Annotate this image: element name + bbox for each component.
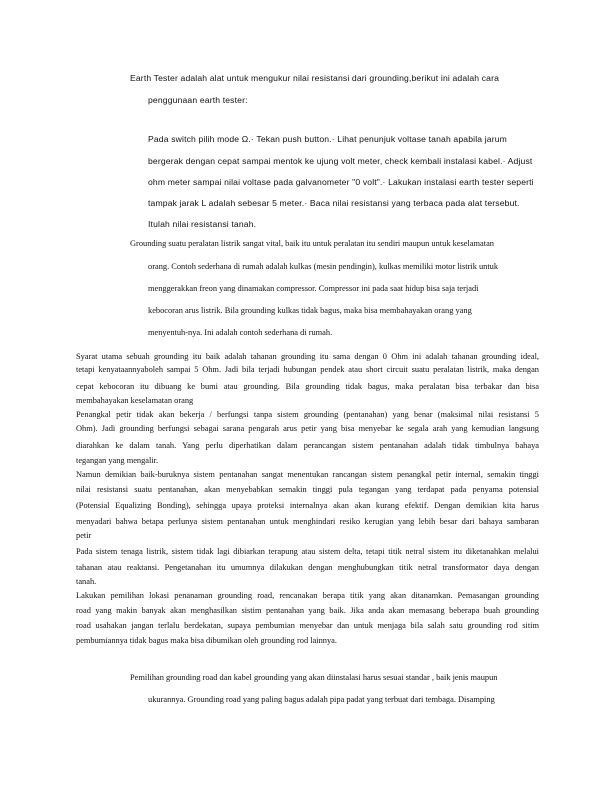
text-line: road usahakan jangan terlalu berdekatan, supaya pembumian menyebar dan untuk menjaga bila salah satu grounding rod sitim bbox=[76, 621, 539, 630]
text-line: Lakukan pemilihan lokasi penanaman grounding road, rencanakan berapa titik yang akan ditanamkan. Pemasangan grounding bbox=[76, 591, 539, 600]
text-line: kebocoran arus listrik. Bila grounding kulkas tidak bagus, maka bisa membahayakan orang yang bbox=[148, 306, 472, 315]
text-line: Earth Tester adalah alat untuk mengukur nilai resistansi dari grounding,berikut ini adalah cara bbox=[130, 73, 500, 83]
text-line: membahayakan keselamatan orang bbox=[76, 396, 194, 405]
text-line: Grounding suatu peralatan listrik sangat vital, baik itu untuk peralatan itu sendiri maupun untuk keselamatan bbox=[130, 239, 494, 248]
text-line: diarahkan ke dalam tanah. Yang perlu diperhatikan dalam perancangan sistem pentanahan adalah tidak timbulnya bahaya bbox=[76, 441, 539, 450]
text-line: Pada switch pilih mode Ω.· Tekan push button.· Lihat penunjuk voltase tanah apabila jarum bbox=[148, 134, 507, 144]
text-line: pembumiannya tidak bagus maka bisa dibumikan oleh grounding rod lainnya. bbox=[76, 636, 337, 645]
text-line: orang. Contoh sederhana di rumah adalah kulkas (mesin pendingin), kulkas memiliki motor listrik untuk bbox=[148, 262, 499, 271]
text-line: nilai resistansi suatu pentanahan, akan menyebabkan semakin tinggi pula tegangan yang terdapat pada penyama potensial bbox=[76, 485, 539, 494]
text-line: tahanan atau reaktansi. Pengetanahan itu umumnya dilakukan dengan menghubungkan titik netral transformator daya dengan bbox=[76, 563, 539, 572]
text-line: road yang makin banyak akan menghasilkan sistim pentanahan yang baik. Jika anda akan memasang beberapa buah grounding bbox=[76, 606, 539, 615]
text-line: menyentuh-nya. Ini adalah contoh sederhana di rumah. bbox=[148, 328, 333, 337]
text-line: tampak jarak L adalah sebesar 5 meter.· Baca nilai resistansi yang terbaca pada alat tersebut. bbox=[148, 198, 520, 208]
text-line: cepat kebocoran itu dibuang ke bumi atau grounding. Bila grounding tidak bagus, maka peralatan bisa terbakar dan bisa bbox=[76, 382, 539, 391]
text-line: ukurannya. Grounding road yang paling bagus adalah pipa padat yang terbuat dari tembaga. Disamping bbox=[148, 695, 495, 704]
text-line: Penangkal petir tidak akan bekerja / berfungsi tanpa sistem grounding (pentanahan) yang benar (maksimal nilai resistansi 5 bbox=[76, 410, 539, 419]
text-line: Namun demikian baik-buruknya sistem pentanahan sangat menentukan rancangan sistem penangkal petir internal, semakin tinggi bbox=[76, 470, 539, 479]
text-line: menyadari bahwa betapa perlunya sistem pentanahan untuk menghindari resiko kerugian yang lebih besar dari bahaya sambaran bbox=[76, 517, 539, 526]
text-line: Pemilihan grounding road dan kabel grounding yang akan diinstalasi harus sesuai standar , baik jenis maupun bbox=[130, 673, 498, 682]
text-line: Ohm). Jadi grounding berfungsi sebagai sarana pengarah arus petir yang bisa menyebar ke segala arah yang kemudian langsung bbox=[76, 424, 539, 433]
text-line: tetapi kenyataannyaboleh sampai 5 Ohm. Jadi bila terjadi hubungan pendek atau short circuit suatu peralatan listrik, maka dengan bbox=[76, 365, 539, 374]
text-line: menggerakkan freon yang dinamakan compressor. Compressor ini pada saat hidup bisa saja terjadi bbox=[148, 284, 479, 293]
text-line: ohm meter sampai nilai voltase pada galvanometer "0 volt".· Lakukan instalasi earth tester seperti bbox=[148, 177, 534, 187]
text-line: petir bbox=[76, 531, 92, 540]
text-line: tanah. bbox=[76, 577, 97, 586]
text-line: Pada sistem tenaga listrik, sistem tidak lagi dibiarkan terapung atau sistem delta, tetapi titik netral sistem itu diketanahkan melalui bbox=[76, 547, 539, 556]
text-line: bergerak dengan cepat sampai mentok ke ujung volt meter, check kembali instalasi kabel.· Adjust bbox=[148, 156, 533, 166]
text-line: penggunaan earth tester: bbox=[148, 95, 248, 105]
text-line: Itulah nilai resistansi tanah. bbox=[148, 219, 257, 229]
text-line: tegangan yang mengalir. bbox=[76, 456, 159, 465]
text-line: (Potensial Equalizing Bonding), sehingga upaya proteksi internalnya akan akan kurang efektif. Dengan demikian kita harus bbox=[76, 501, 539, 510]
text-line: Syarat utama sebuah grounding itu baik adalah tahanan grounding itu sama dengan 0 Ohm ini adalah tahanan grounding ideal, bbox=[76, 352, 539, 361]
